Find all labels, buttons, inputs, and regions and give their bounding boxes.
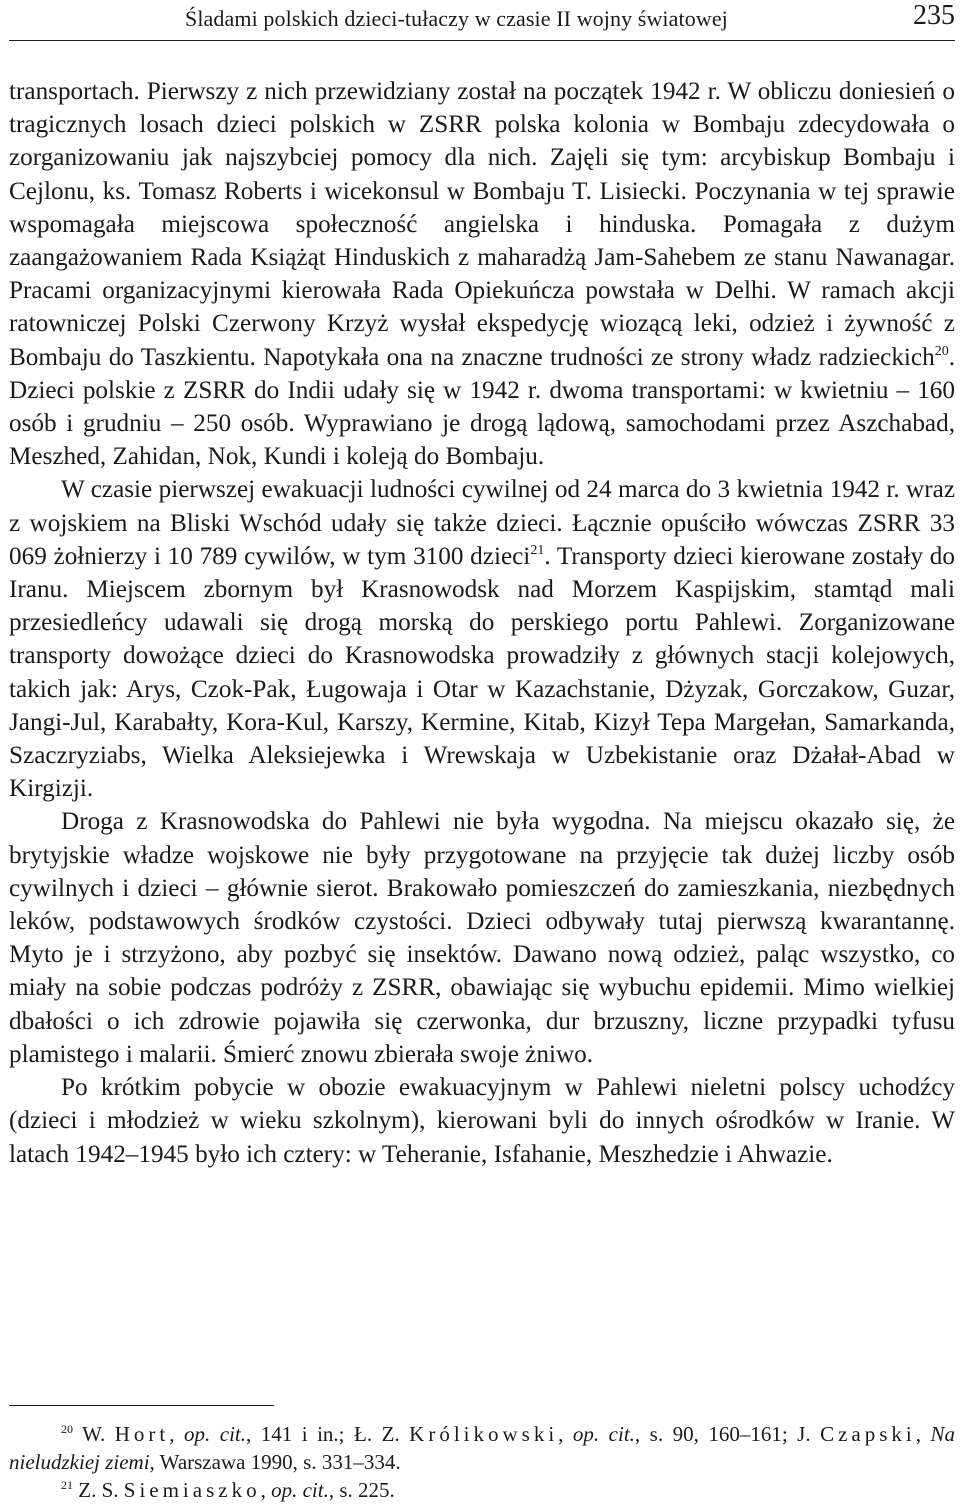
paragraph-2-text-a: W czasie pierwszej ewakuacji ludności cywilnej od 24 marca do 3 kwietnia 1942 r. wraz z wojskiem na Bliski Wschód udały się także dzieci. Łącznie opuściło wówczas ZSRR 33 069 żołnierzy i 10 789 cywilów, w tym 3100 dzieci	[9, 476, 955, 570]
paragraph-1-text-a: transportach. Pierwszy z nich przewidziany został na początek 1942 r. W obliczu doniesień o tragicznych losach dzieci polskich w ZSRR polska kolonia w Bombaju zdecydowała o zorganizowaniu jak najszybciej pomocy dla nich. Zajęli się tym: arcybiskup Bombaju i Cejlonu, ks. Tomasz Roberts i wicekonsul w Bombaju T. Lisiecki. Poczynania w tej sprawie wspomagała miejscowa społeczność angielska i hinduska. Pomagała z dużym zaangażowaniem Rada Książąt Hinduskich z maharadżą Jam-Sahebem ze stanu Nawanagar. Pracami organizacyjnymi kierowała Rada Opiekuńcza powstała w Delhi. W ramach akcji ratowniczej Polski Czerwony Krzyż wysłał ekspedycję wiozącą leki, odzież i żywność z Bombaju do Taszkientu. Napotykała ona na znaczne trudności ze strony władz radzieckich	[9, 78, 955, 371]
footnote-ref-20: 20	[934, 343, 949, 359]
footnote-ref-21: 21	[530, 542, 545, 558]
footnote-text: ,	[558, 1422, 573, 1446]
footnote-20	[9, 1420, 955, 1476]
footnote-author: Czapski	[820, 1422, 916, 1446]
footnote-21	[9, 1476, 955, 1504]
footnote-opcit: op. cit.	[271, 1478, 329, 1502]
footnote-text: ,	[260, 1478, 272, 1502]
footnote-text: W.	[73, 1422, 115, 1446]
footnote-author: Hort	[114, 1422, 170, 1446]
paragraph-2-text-b: . Transporty dzieci kierowane zostały do Iranu. Miejscem zbornym był Krasnowodsk nad Morzem Kaspijskim, stamtąd mali przesiedleńcy udawali się drogą morską do perskiego portu Pahlewi. Zorganizowane transporty dowożące dzieci do Krasnowodska prowadziły z głównych stacji kolejowych, takich jak: Arys, Czok-Pak, Ługowaja i Otar w Kazachstanie, Dżyzak, Gorczakow, Guzar, Jangi-Jul, Karabałty, Kora-Kul, Karszy, Kermine, Kitab, Kizył Tepa Margełan, Samarkanda, Szaczryziabs, Wielka Aleksiejewka i Wrewskaja w Uzbekistanie oraz Dżałał-Abad w Kirgizji.	[9, 542, 955, 803]
footnote-text: , 141 i in.; Ł. Z.	[246, 1422, 410, 1446]
footnote-20-number: 20	[61, 1422, 73, 1436]
book-page	[9, 0, 956, 1502]
page-header	[9, 0, 955, 41]
footnote-text: ,	[169, 1422, 185, 1446]
running-title: Śladami polskich dzieci-tułaczy w czasie II wojny światowej	[185, 6, 728, 31]
paragraph-4: Po krótkim pobycie w obozie ewakuacyjnym w Pahlewi nieletni polscy uchodźcy (dzieci i młodzież w wieku szkolnym), kierowani byli do innych ośrodków w Iranie. W latach 1942–1945 było ich cztery: w Teheranie, Isfahanie, Meszhedzie i Ahwazie.	[9, 1074, 955, 1168]
page-number: 235	[913, 0, 955, 31]
paragraph-1	[9, 75, 955, 473]
footnote-21-number: 21	[61, 1478, 73, 1492]
footnote-text: Z. S.	[73, 1478, 124, 1502]
footnote-opcit: op. cit.	[184, 1422, 247, 1446]
footnote-text: Warszawa 1990, s. 331–334.	[154, 1450, 401, 1474]
footnotes	[9, 1420, 955, 1504]
body-text	[9, 75, 955, 1171]
paragraph-1-text-b: . Dzieci polskie z ZSRR do Indii udały się w 1942 r. dwoma transportami: w kwietniu – 160 osób i grudniu – 250 osób. Wyprawiano je drogą lądową, samochodami przez Aszchabad, Meszhed, Zahidan, Nok, Kundi i koleją do Bombaju.	[9, 343, 955, 471]
footnote-author: Królikowski	[409, 1422, 559, 1446]
paragraph-2	[9, 473, 955, 805]
footnote-opcit: op. cit.	[572, 1422, 635, 1446]
paragraph-3: Droga z Krasnowodska do Pahlewi nie była wygodna. Na miejscu okazało się, że brytyjskie władze wojskowe nie były przygotowane na przyjęcie tak dużej liczby osób cywilnych i dzieci – głównie sierot. Brakowało pomieszczeń do zamieszkania, niezbędnych leków, podstawowych środków czystości. Dzieci odbywały tutaj pierwszą kwarantannę. Myto je i strzyżono, aby pozbyć się insektów. Dawano nową odzież, paląc wszystko, co miały na sobie podczas podróży z ZSRR, obawiając się wybuchu epidemii. Mimo wielkiej dbałości o ich zdrowie pojawiła się czerwonka, dur brzuszny, liczne przypadki tyfusu plamistego i malarii. Śmierć znowu zbierała swoje żniwo.	[9, 808, 955, 1068]
footnote-text: , s. 225.	[328, 1478, 395, 1502]
footnote-text: , s. 90, 160–161; J.	[634, 1422, 821, 1446]
footnote-author: Siemiaszko	[123, 1478, 261, 1502]
footnote-separator	[9, 1405, 274, 1406]
footnote-book-title: Na nieludzkiej ziemi,	[9, 1422, 956, 1474]
footnote-text: ,	[915, 1422, 931, 1446]
